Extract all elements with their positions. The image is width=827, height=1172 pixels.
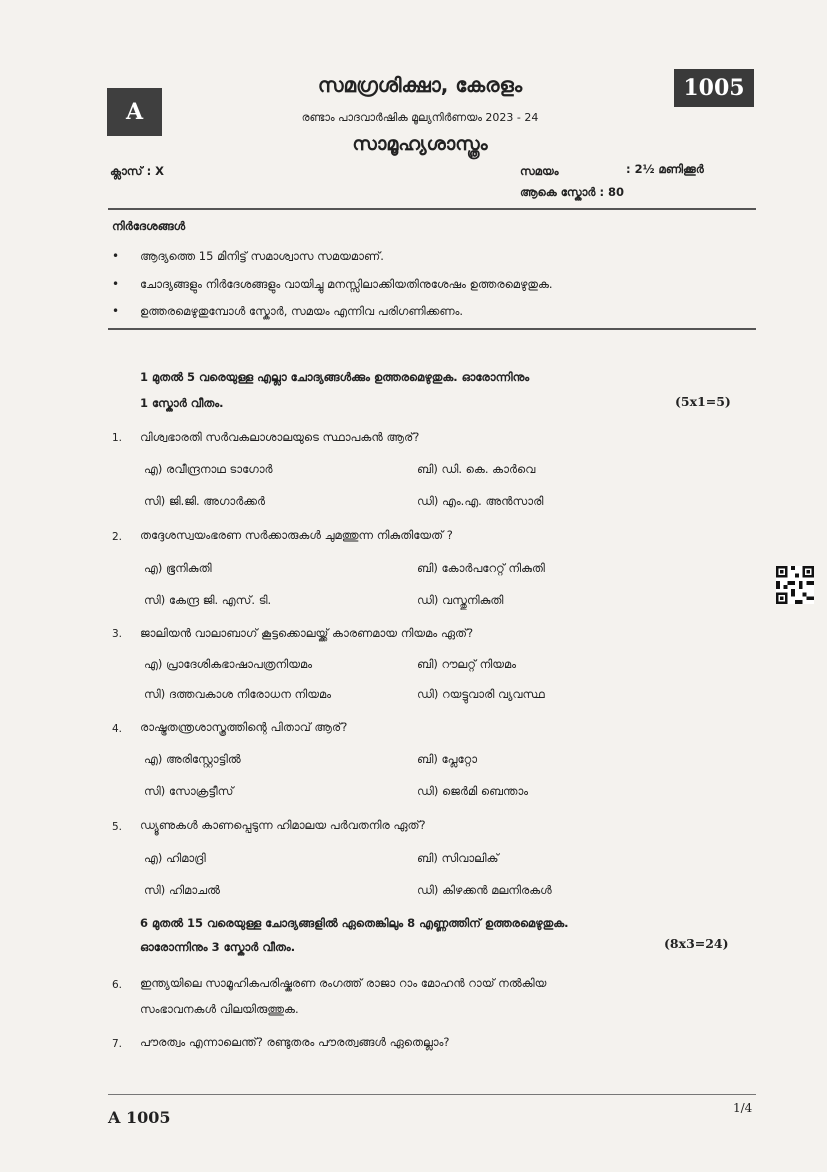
option-b: ബി) ഡി. കെ. കാർവെ bbox=[417, 462, 536, 476]
bullet: • bbox=[112, 249, 120, 263]
section2-marks: (8x3=24) bbox=[664, 936, 729, 951]
bullet: • bbox=[112, 304, 120, 318]
page-number: 1/4 bbox=[733, 1101, 753, 1115]
paper-code-box bbox=[674, 69, 754, 107]
class-label: ക്ലാസ് : X bbox=[110, 164, 165, 178]
exam-name: രണ്ടാം പാദവാർഷിക മൂല്യനിർണയം 2023 - 24 bbox=[301, 111, 539, 124]
organization-title: സമഗ്രശിക്ഷാ, കേരളം bbox=[317, 73, 523, 97]
instruction-item: ആദ്യത്തെ 15 മിനിട്ട് സമാശ്വാസ സമയമാണ്. bbox=[140, 249, 384, 263]
option-b: ബി) റൗലറ്റ് നിയമം bbox=[417, 657, 517, 671]
question-text: ഡ്യൂണുകൾ കാണപ്പെടുന്ന ഹിമാലയ പർവതനിര ഏത്? bbox=[140, 818, 426, 832]
option-b: ബി) സിവാലിക് bbox=[417, 851, 499, 865]
header-divider bbox=[108, 208, 756, 210]
option-a: എ) പ്രാദേശികഭാഷാപത്രനിയമം bbox=[144, 657, 313, 671]
question-text: പൗരത്വം എന്നാലെന്ത്? രണ്ടുതരം പൗരത്വങ്ങൾ ഏതെല്ലാം? bbox=[140, 1035, 450, 1049]
instructions-divider bbox=[108, 328, 756, 330]
question-text: വിശ്വഭാരതി സർവകലാശാലയുടെ സ്ഥാപകൻ ആര്? bbox=[140, 430, 420, 444]
set-label-box bbox=[107, 88, 162, 136]
option-c: സി) ജി.ജി. അഗാർക്കർ bbox=[144, 494, 266, 508]
section1-instruction-2: 1 സ്കോർ വീതം. bbox=[140, 396, 224, 410]
section1-marks: (5x1=5) bbox=[675, 394, 731, 409]
footer-divider bbox=[108, 1094, 756, 1095]
section2-instruction: 6 മുതൽ 15 വരെയുള്ള ചോദ്യങ്ങളിൽ ഏതെങ്കിലും 8 എണ്ണത്തിന് ഉത്തരമെഴുതുക. bbox=[140, 916, 569, 930]
option-c: സി) ഹിമാചൽ bbox=[144, 883, 220, 897]
option-a: എ) അരിസ്റ്റോട്ടിൽ bbox=[144, 752, 241, 766]
option-a: എ) ഹിമാദ്രി bbox=[144, 851, 206, 865]
bullet: • bbox=[112, 277, 120, 291]
option-a: എ) ഭൂനികുതി bbox=[144, 561, 212, 575]
section2-instruction-2: ഓരോന്നിനും 3 സ്കോർ വീതം. bbox=[140, 940, 296, 954]
option-d: ഡി) എം.എ. അൻസാരി bbox=[417, 494, 544, 508]
instructions-heading: നിർദേശങ്ങൾ bbox=[112, 219, 186, 233]
option-c: സി) സോക്രട്ടീസ് bbox=[144, 784, 234, 798]
instruction-item: ചോദ്യങ്ങളും നിർദേശങ്ങളും വായിച്ചു മനസ്സിലാക്കിയതിനുശേഷം ഉത്തരമെഴുതുക. bbox=[140, 277, 553, 291]
question-text: തദ്ദേശസ്വയംഭരണ സർക്കാരുകൾ ചുമത്തുന്ന നികുതിയേത് ? bbox=[140, 528, 453, 542]
question-number: 5. bbox=[112, 821, 123, 833]
time-label: സമയം bbox=[520, 164, 559, 178]
set-label: A bbox=[125, 99, 144, 125]
option-d: ഡി) കിഴക്കൻ മലനിരകൾ bbox=[417, 883, 552, 897]
question-text: രാഷ്ട്രതന്ത്രശാസ്ത്രത്തിന്റെ പിതാവ് ആര്? bbox=[140, 720, 348, 734]
option-c: സി) ദത്തവകാശ നിരോധന നിയമം bbox=[144, 687, 332, 701]
total-score: ആകെ സ്കോർ : 80 bbox=[520, 185, 625, 199]
question-text-continued: സംഭാവനകൾ വിലയിരുത്തുക. bbox=[140, 1002, 299, 1016]
question-text: ഇന്ത്യയിലെ സാമൂഹികപരിഷ്കരണ രംഗത്ത് രാജാ റാം മോഹൻ റായ് നൽകിയ bbox=[140, 976, 547, 990]
option-c: സി) കേന്ദ്ര ജി. എസ്. ടി. bbox=[144, 593, 272, 607]
subject-title: സാമൂഹ്യശാസ്ത്രം bbox=[352, 133, 488, 155]
footer-code: A 1005 bbox=[108, 1108, 171, 1127]
option-b: ബി) പ്ലേറ്റോ bbox=[417, 752, 478, 766]
question-number: 7. bbox=[112, 1038, 123, 1050]
section1-instruction: 1 മുതൽ 5 വരെയുള്ള എല്ലാ ചോദ്യങ്ങൾക്കും ഉത്തരമെഴുതുക. ഓരോന്നിനും bbox=[140, 370, 530, 384]
time-value: : 2½ മണിക്കൂർ bbox=[626, 162, 704, 176]
option-b: ബി) കോർപറേറ്റ് നികുതി bbox=[417, 561, 545, 575]
option-d: ഡി) റയട്ടുവാരി വ്യവസ്ഥ bbox=[417, 687, 545, 701]
question-number: 2. bbox=[112, 531, 123, 543]
question-number: 1. bbox=[112, 432, 123, 444]
question-number: 3. bbox=[112, 628, 123, 640]
question-text: ജാലിയൻ വാലാബാഗ് കൂട്ടക്കൊലയ്ക്ക് കാരണമായ നിയമം ഏത്? bbox=[140, 626, 474, 640]
question-number: 6. bbox=[112, 979, 123, 991]
question-number: 4. bbox=[112, 723, 123, 735]
option-d: ഡി) ജെർമി ബെന്താം bbox=[417, 784, 529, 798]
qr-code-icon bbox=[776, 566, 814, 604]
option-d: ഡി) വസ്തുനികുതി bbox=[417, 593, 504, 607]
option-a: എ) രവീന്ദ്രനാഥ ടാഗോർ bbox=[144, 462, 273, 476]
instruction-item: ഉത്തരമെഴുതുമ്പോൾ സ്കോർ, സമയം എന്നിവ പരിഗണിക്കണം. bbox=[140, 304, 464, 318]
paper-code: 1005 bbox=[683, 75, 745, 101]
